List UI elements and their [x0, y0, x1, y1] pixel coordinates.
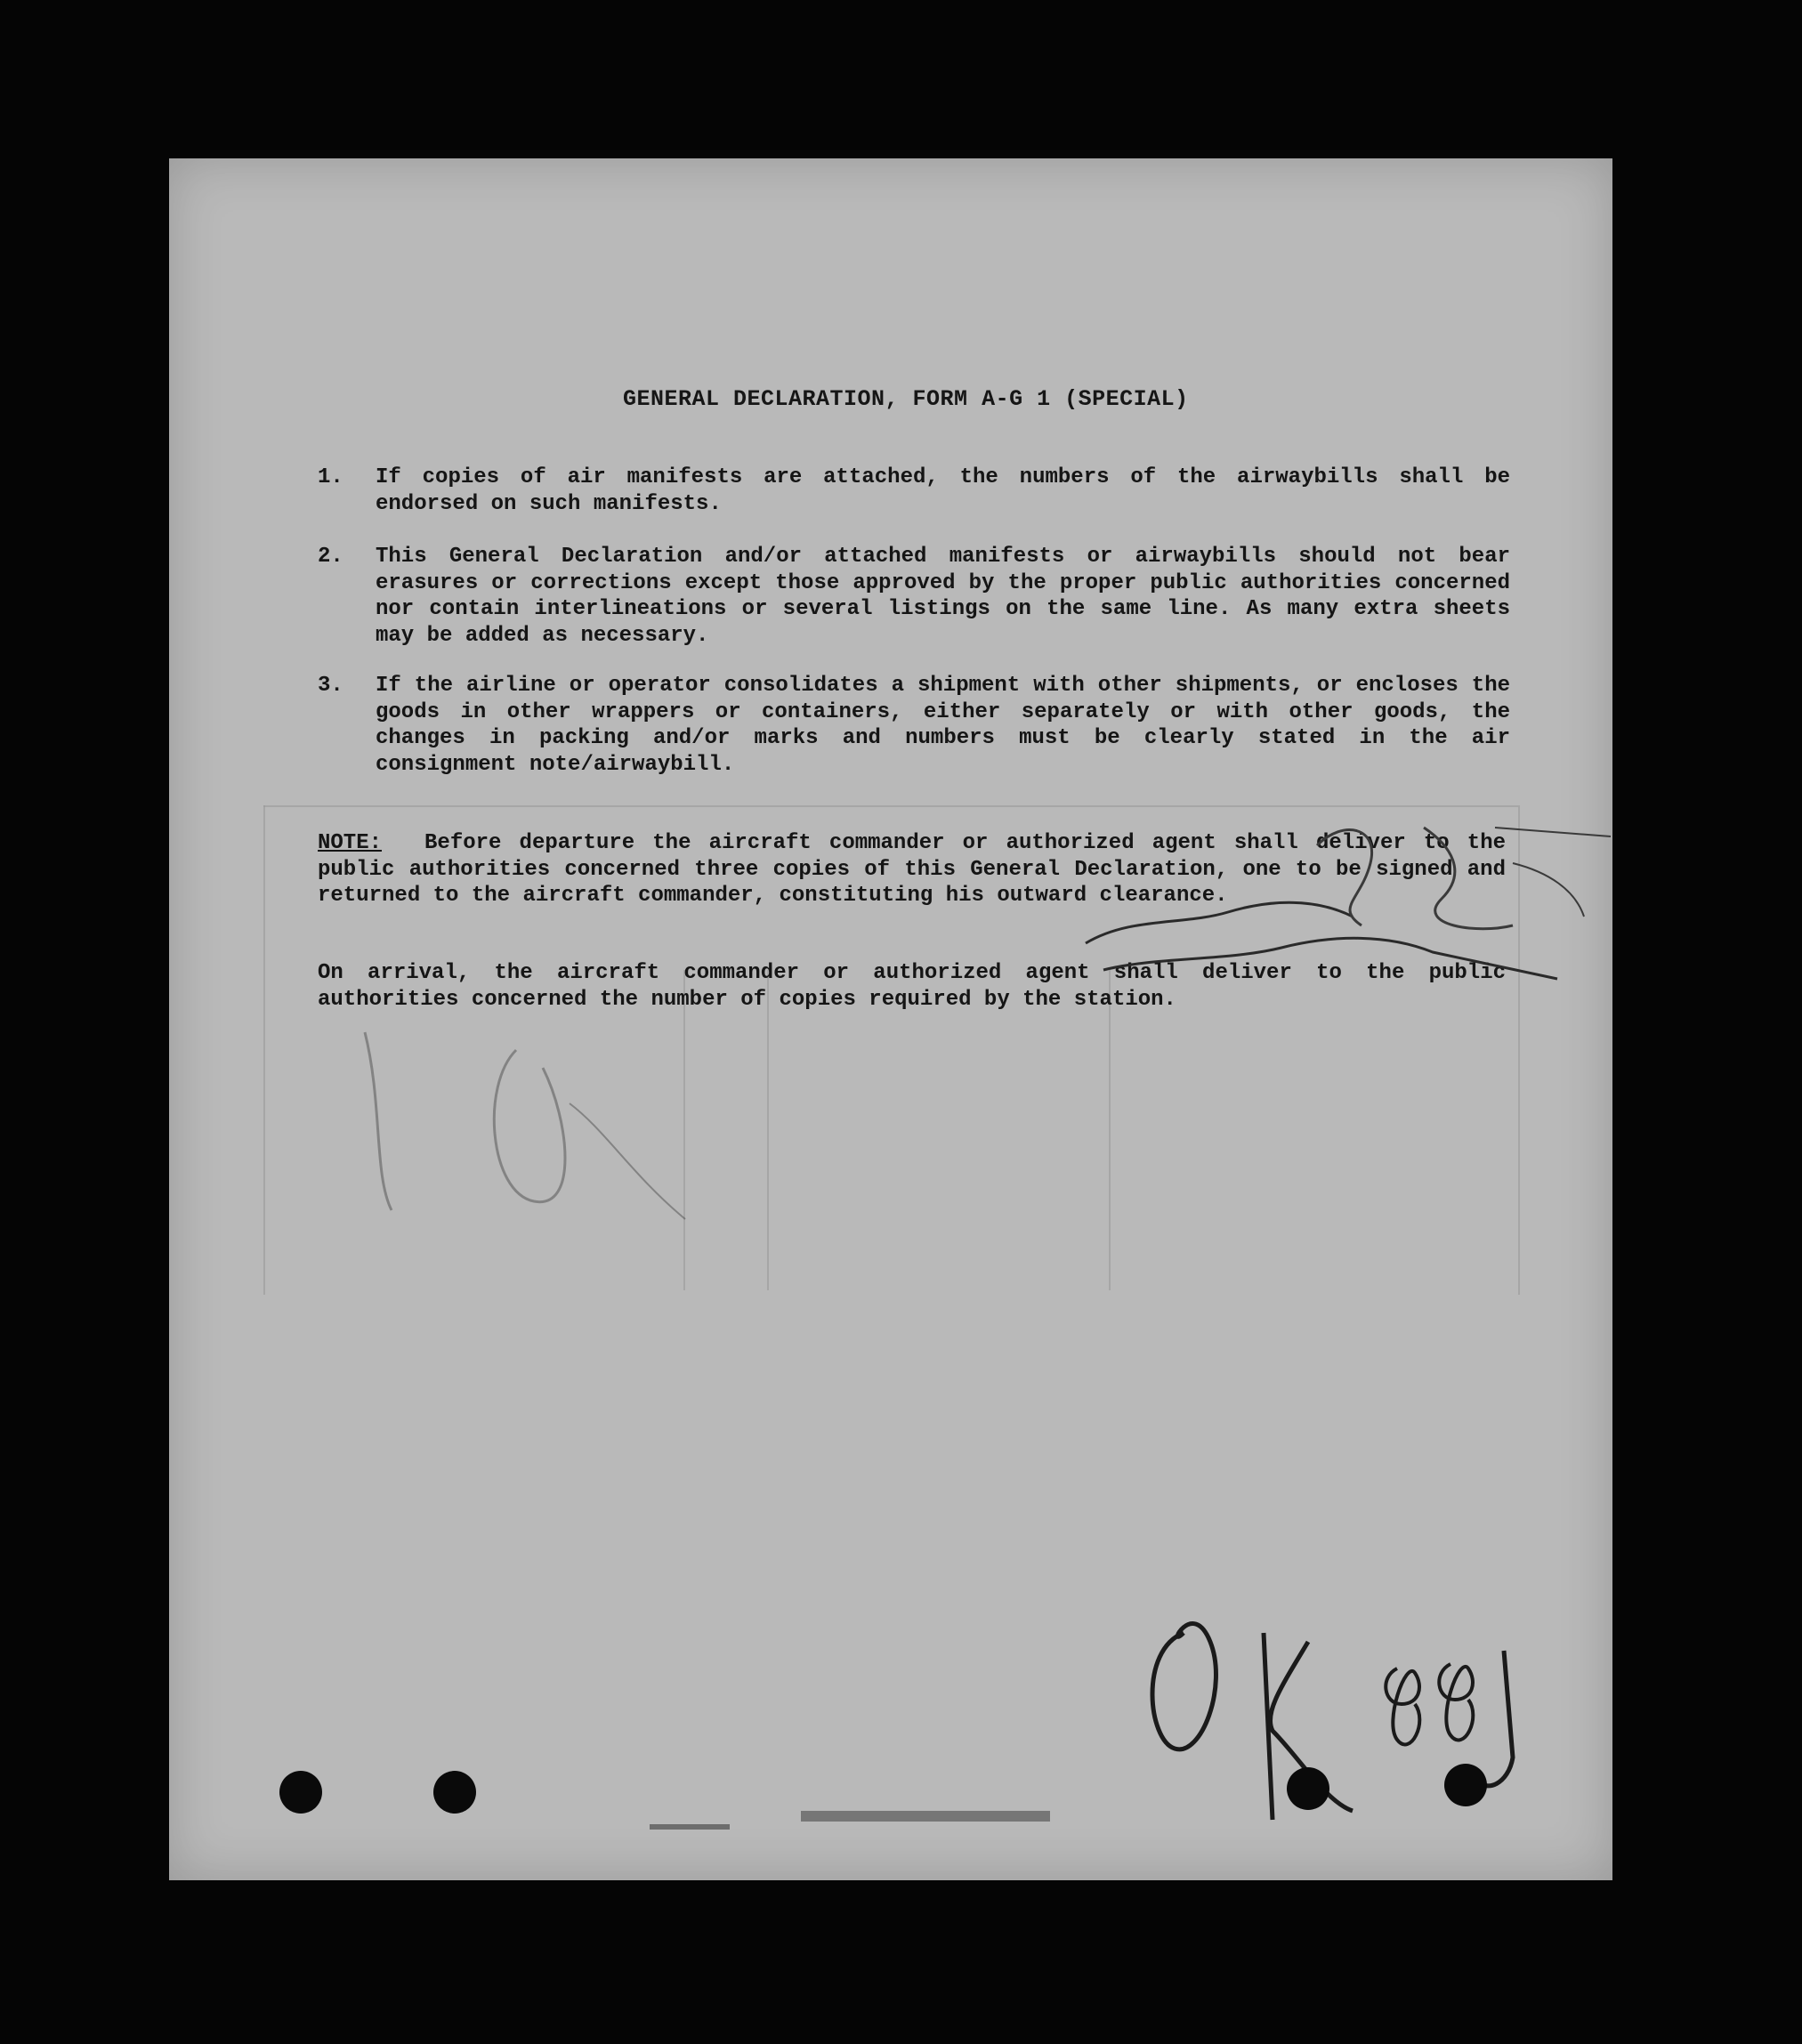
document-title: GENERAL DECLARATION, FORM A-G 1 (SPECIAL) [623, 386, 1189, 412]
handwritten-annotation [1130, 1615, 1539, 1846]
instruction-item-3 [318, 673, 1510, 778]
instruction-text: If the airline or operator consolidates a shipment with other shipments, or encloses the goods in other wrappers or containers, either separately or with other goods, the changes in packing and/or marks and numbers must be clearly stated in the air consignment note/airwaybill. [376, 674, 1510, 777]
instruction-number: 1. [318, 465, 343, 489]
smudge-mark [650, 1824, 730, 1830]
bleed-through-line [263, 805, 265, 1295]
instruction-item-2 [318, 544, 1510, 649]
handwritten-scribble [1050, 792, 1620, 1023]
instruction-item-1 [318, 465, 1510, 517]
instruction-number: 3. [318, 674, 343, 698]
punch-hole [1444, 1764, 1487, 1806]
bleed-through-line [767, 970, 769, 1290]
note-label: NOTE: [318, 831, 383, 855]
smudge-mark [801, 1811, 1050, 1822]
instruction-text: If copies of air manifests are attached, the numbers of the airwaybills shall be endorsed on such manifests. [376, 465, 1510, 516]
note-text: Before departure the aircraft commander or authorized agent shall deliver to the public authorities concerned three copies of this General Declaration, one to be signed and returned to the aircraft commander, constituting his outward clearance. [318, 831, 1506, 908]
instruction-number: 2. [318, 545, 343, 569]
arrival-paragraph: On arrival, the aircraft commander or authorized agent shall deliver to the public authorities concerned the number of copies required by the station. [318, 961, 1506, 1012]
instruction-text: This General Declaration and/or attached manifests or airwaybills should not bear erasures or corrections except those approved by the proper public authorities concerned nor contain interlineations or several listings on the same line. As many extra sheets may be added as necessary. [376, 545, 1510, 648]
punch-hole [279, 1771, 322, 1814]
bleed-through-signature [338, 997, 694, 1246]
punch-hole [433, 1771, 476, 1814]
punch-hole [1287, 1767, 1329, 1810]
